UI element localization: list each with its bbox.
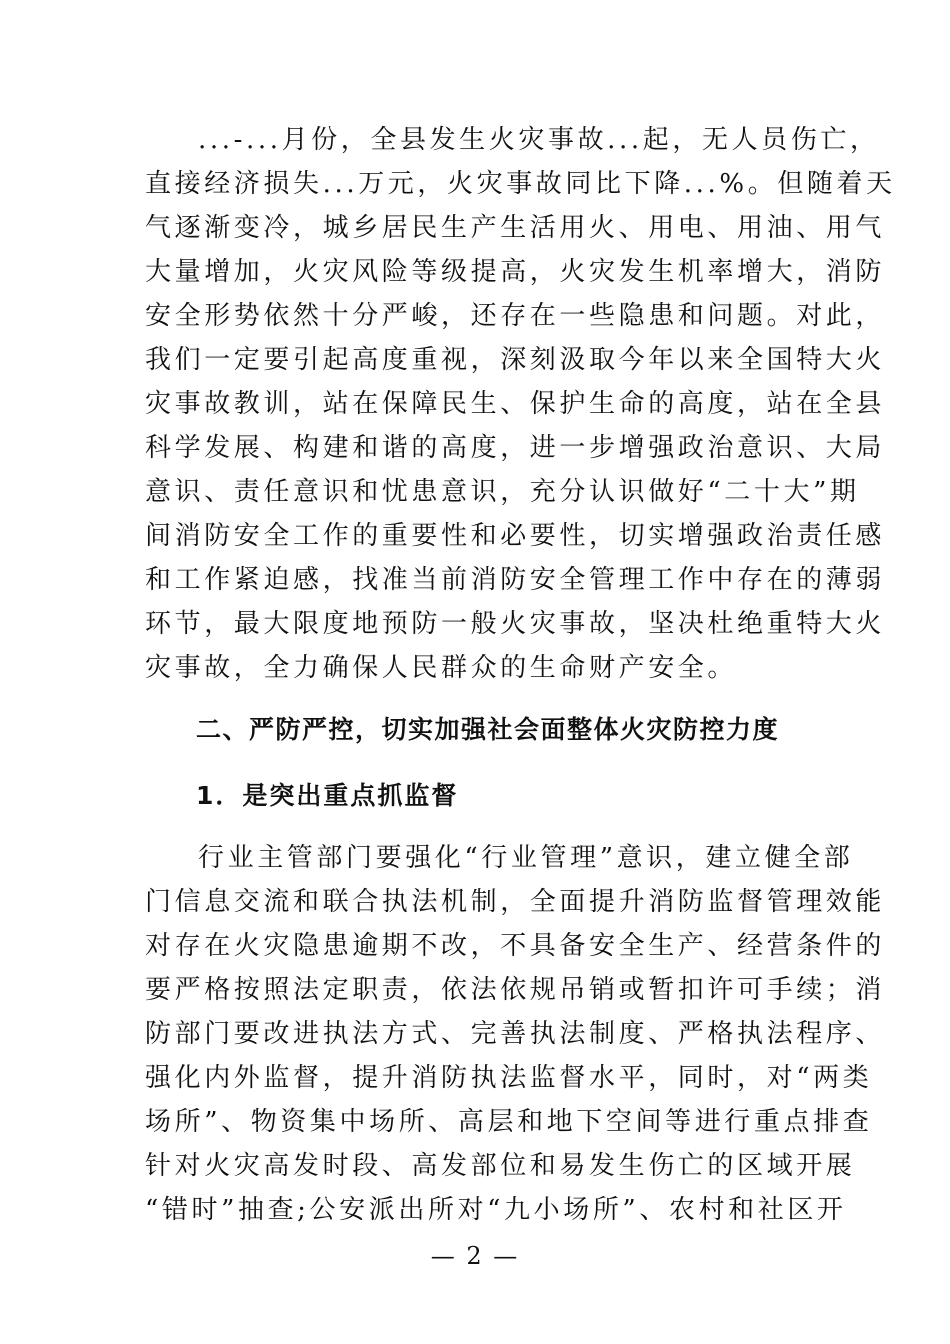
- page-number: — 2 —: [430, 1242, 520, 1270]
- text-line: ...-...月份，全县发生火灾事故...起，无人员伤亡，: [198, 125, 880, 155]
- text-line: 针对火灾高发时段、高发部位和易发生伤亡的区域开展: [145, 1151, 856, 1181]
- text-line: 防部门要改进执法方式、完善执法制度、严格执法程序、: [145, 1019, 886, 1049]
- section-heading: 二、严防严控，切实加强社会面整体火灾防控力度: [196, 715, 780, 744]
- text-line: 对存在火灾隐患逾期不改，不具备安全生产、经营条件的: [145, 931, 886, 961]
- text-line: 强化内外监督，提升消防执法监督水平，同时，对“两类: [145, 1063, 873, 1093]
- text-line: 间消防安全工作的重要性和必要性，切实增强政治责任感: [145, 521, 886, 551]
- text-line: 行业主管部门要强化“行业管理”意识，建立健全部: [198, 843, 854, 873]
- text-line: 大量增加，火灾风险等级提高，火灾发生机率增大，消防: [145, 257, 886, 287]
- text-line: 场所”、物资集中场所、高层和地下空间等进行重点排查: [145, 1107, 873, 1137]
- text-line: “错时”抽查;公安派出所对“九小场所”、农村和社区开: [145, 1195, 847, 1225]
- text-line: 灾事故，全力确保人民群众的生命财产安全。: [145, 653, 738, 683]
- text-line: 意识、责任意识和忧患意识，充分认识做好“二十大”期: [145, 477, 860, 507]
- text-line: 气逐渐变冷，城乡居民生产生活用火、用电、用油、用气: [145, 213, 886, 243]
- text-line: 环节，最大限度地预防一般火灾事故，坚决杜绝重特大火: [145, 609, 886, 639]
- text-line: 科学发展、构建和谐的高度，进一步增强政治意识、大局: [145, 433, 886, 463]
- text-line: 和工作紧迫感，找准当前消防安全管理工作中存在的薄弱: [145, 565, 886, 595]
- text-line: 灾事故教训，站在保障民生、保护生命的高度，站在全县: [145, 389, 886, 419]
- text-line: 我们一定要引起高度重视，深刻汲取今年以来全国特大火: [145, 345, 886, 375]
- text-line: 安全形势依然十分严峻，还存在一些隐患和问题。对此，: [145, 301, 886, 331]
- text-line: 门信息交流和联合执法机制，全面提升消防监督管理效能: [145, 887, 886, 917]
- subsection-heading: 1．是突出重点抓监督: [196, 781, 459, 810]
- text-line: 直接经济损失...万元，火灾事故同比下降...%。但随着天: [145, 169, 896, 199]
- text-line: 要严格按照法定职责，依法依规吊销或暂扣许可手续；消: [145, 975, 886, 1005]
